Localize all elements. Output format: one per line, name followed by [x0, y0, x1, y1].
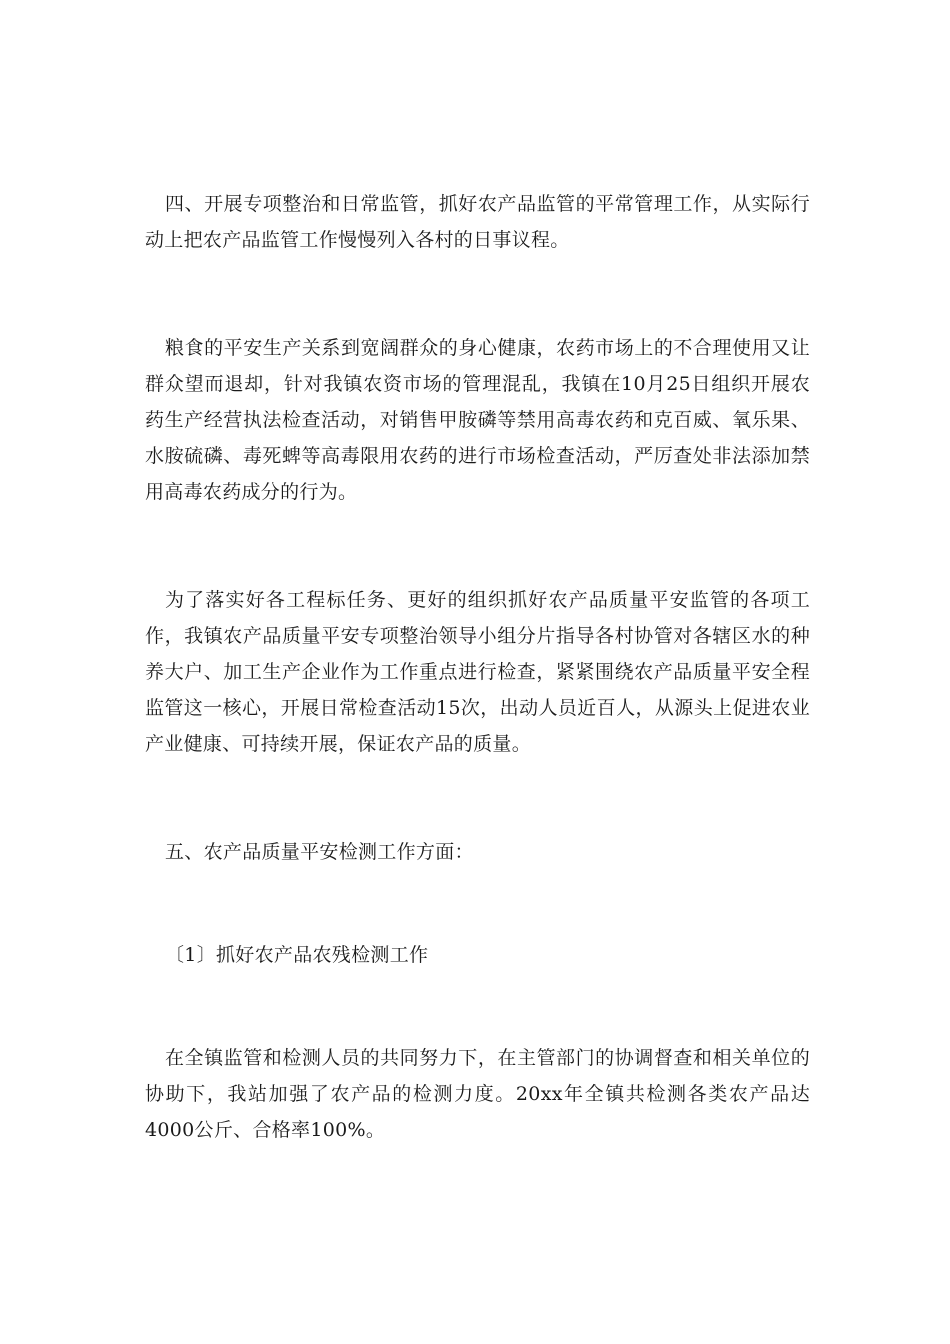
paragraph-testing-results: 在全镇监管和检测人员的共同努力下，在主管部门的协调督查和相关单位的协助下，我站加强了农产品的检测力度。20xx年全镇共检测各类农产品达4000公斤、合格率100%。 [145, 1047, 810, 1141]
heading-section-five: 五、农产品质量平安检测工作方面： [165, 841, 474, 863]
paragraph-quality-supervision: 为了落实好各工程标任务、更好的组织抓好农产品质量平安监管的各项工作，我镇农产品质量平安专项整治领导小组分片指导各村协管对各辖区水的种养大户、加工生产企业作为工作重点进行检查，紧紧围绕农产品质量平安全程监管这一核心，开展日常检查活动15次，出动人员近百人，从源头上促进农业产业健康、可持续开展，保证农产品的质量。 [145, 589, 810, 755]
subheading-residue-testing: 〔1〕抓好农产品农残检测工作 [165, 944, 429, 966]
paragraph-pesticide-inspection: 粮食的平安生产关系到宽阔群众的身心健康，农药市场上的不合理使用又让群众望而退却，针对我镇农资市场的管理混乱，我镇在10月25日组织开展农药生产经营执法检查活动，对销售甲胺磷等禁用高毒农药和克百威、氧乐果、水胺硫磷、毒死蜱等高毒限用农药的进行市场检查活动，严厉查处非法添加禁用高毒农药成分的行为。 [145, 337, 810, 503]
paragraph-section-four: 四、开展专项整治和日常监管，抓好农产品监管的平常管理工作，从实际行动上把农产品监管工作慢慢列入各村的日事议程。 [145, 193, 810, 251]
